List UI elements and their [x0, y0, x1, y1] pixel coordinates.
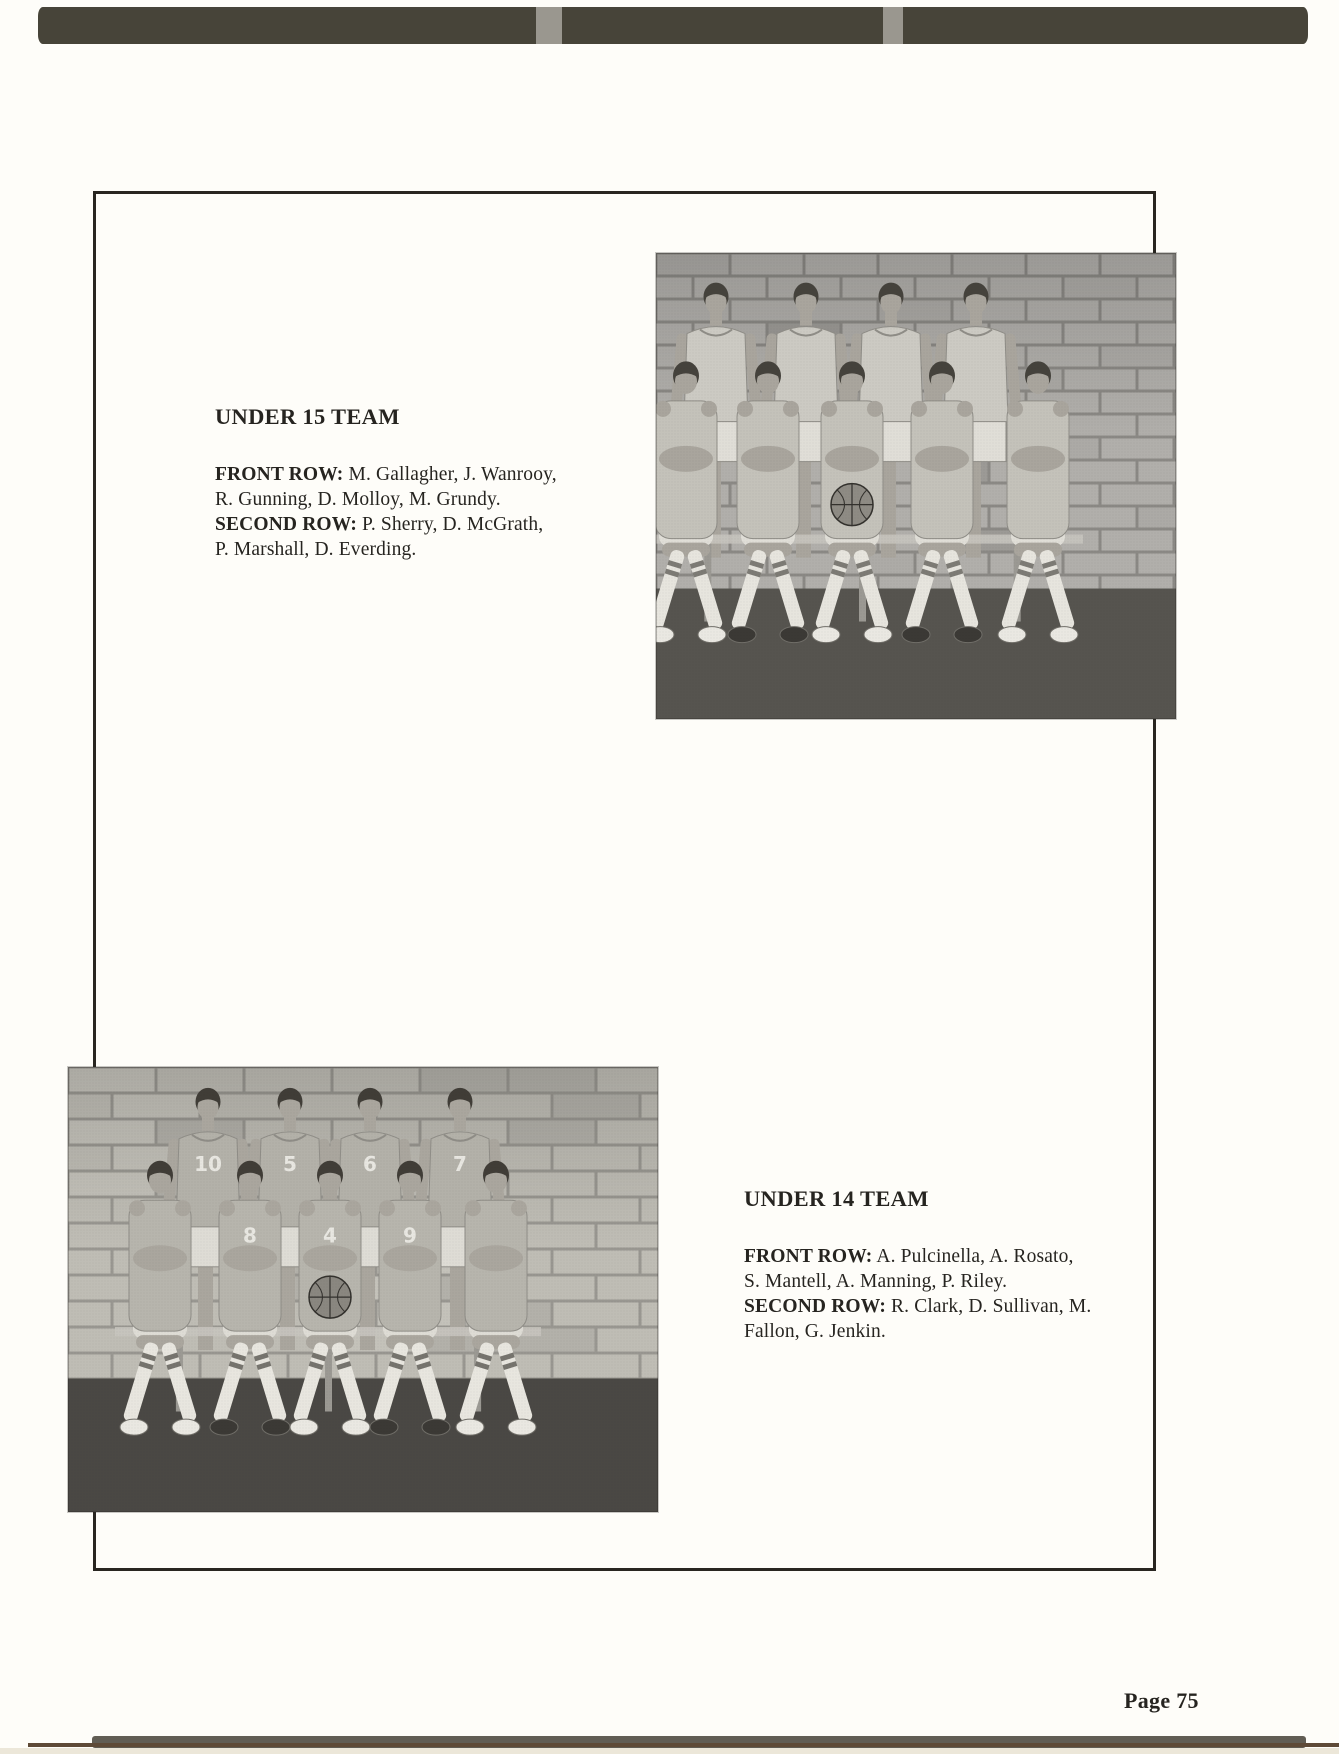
caption-line: [744, 1294, 1174, 1319]
under15-title: UNDER 15 TEAM: [215, 404, 400, 429]
team-photo-under-15: [656, 253, 1176, 719]
row-names: A. Pulcinella, A. Rosato,: [872, 1246, 1074, 1267]
row-names: S. Mantell, A. Manning, P. Riley.: [744, 1271, 1008, 1292]
row-names: M. Gallagher, J. Wanrooy,: [343, 464, 557, 485]
caption-line: [215, 537, 645, 562]
caption-line: [744, 1319, 1174, 1344]
page-number: Page 75: [1124, 1688, 1199, 1713]
bottom-scan-margin: [0, 1748, 1339, 1754]
row-label: SECOND ROW:: [215, 514, 357, 535]
scan-artifact-gap: [536, 7, 562, 44]
scan-artifact-gap: [883, 7, 903, 44]
row-names: Fallon, G. Jenkin.: [744, 1321, 886, 1342]
caption-line: [215, 462, 645, 487]
under14-caption: [744, 1244, 1174, 1344]
row-names: P. Sherry, D. McGrath,: [356, 514, 544, 535]
row-names: R. Clark, D. Sullivan, M.: [885, 1296, 1092, 1317]
row-label: SECOND ROW:: [744, 1296, 886, 1317]
bottom-page-edge-line: [28, 1743, 1339, 1747]
caption-line: [215, 487, 645, 512]
under15-section-text: [215, 404, 645, 562]
row-names: P. Marshall, D. Everding.: [215, 539, 417, 560]
under14-section-text: [744, 1186, 1174, 1344]
row-label: FRONT ROW:: [744, 1246, 873, 1267]
under15-caption: [215, 462, 645, 562]
row-names: R. Gunning, D. Molloy, M. Grundy.: [215, 489, 501, 510]
row-label: FRONT ROW:: [215, 464, 344, 485]
caption-line: [744, 1244, 1174, 1269]
caption-line: [744, 1269, 1174, 1294]
under14-title: UNDER 14 TEAM: [744, 1186, 929, 1211]
team-photo-under-14: [68, 1067, 658, 1512]
caption-line: [215, 512, 645, 537]
top-scan-artifact: [38, 7, 1308, 44]
